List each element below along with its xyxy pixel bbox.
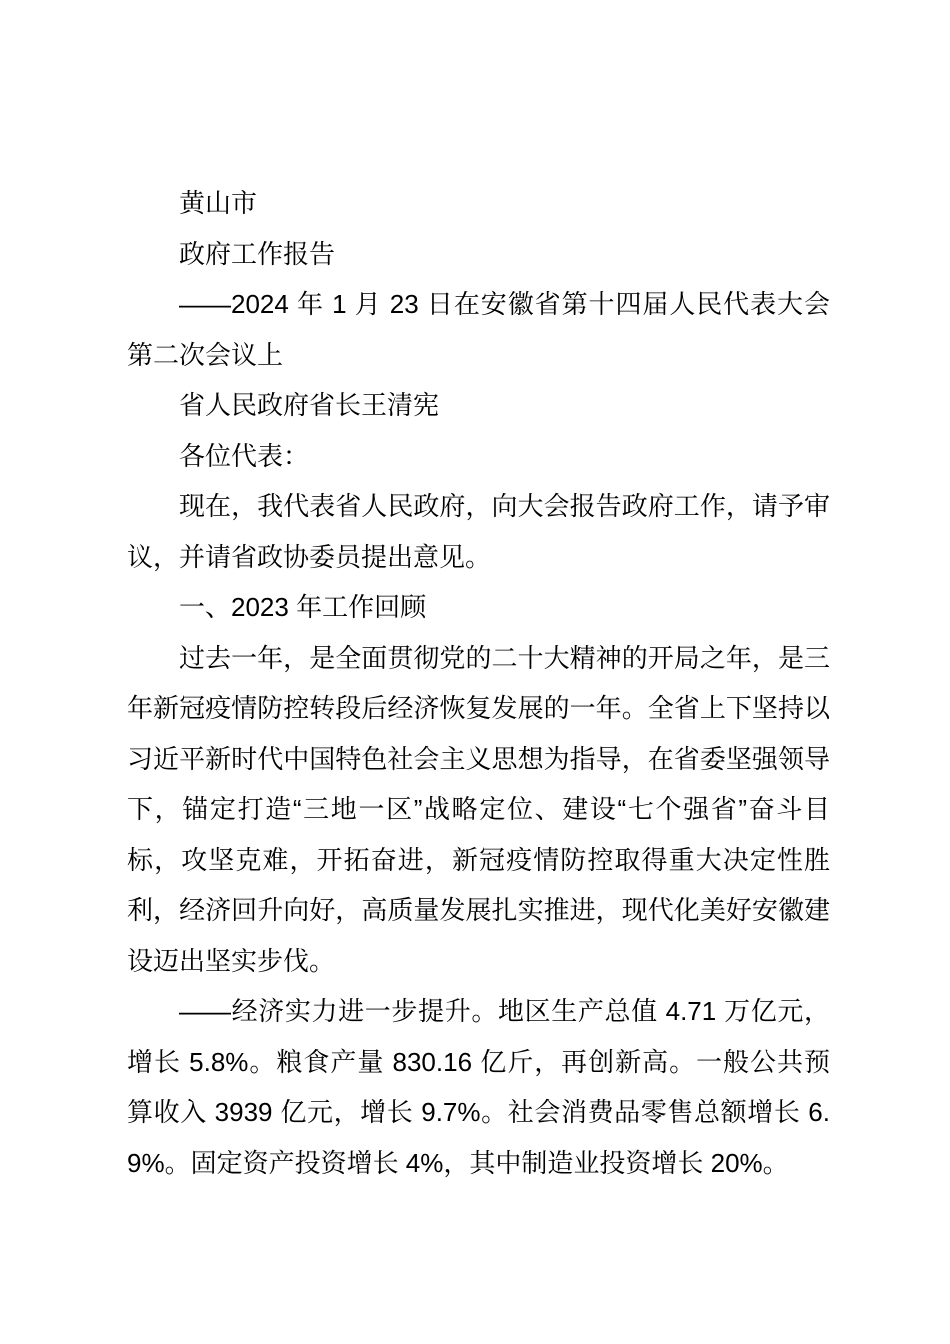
doc-review-paragraph: 过去一年，是全面贯彻党的二十大精神的开局之年，是三年新冠疫情防控转段后经济恢复发展的一年。全省上下坚持以习近平新时代中国特色社会主义思想为指导，在省委坚强领导下，锚定打造“三地一区”战略定位、建设“七个强省”奋斗目标，攻坚克难，开拓奋进，新冠疫情防控取得重大决定性胜利，经济回升向好，高质量发展扎实推进，现代化美好安徽建设迈出坚实步伐。 (127, 642, 830, 976)
doc-economy-paragraph: ——经济实力进一步提升。地区生产总值 4.71 万亿元，增长 5.8%。粮食产量 830.16 亿斤，再创新高。一般公共预算收入 3939 亿元，增长 9.7%。社会消费品零售总额增长 6.9%。固定资产投资增长 4%，其中制造业投资增长 20%。 (127, 996, 830, 1178)
doc-title: 政府工作报告 (179, 238, 336, 269)
doc-section-heading: 一、2023 年工作回顾 (179, 592, 427, 622)
doc-speaker-line: 省人民政府省长王清宪 (179, 390, 440, 420)
document-body (127, 178, 830, 1188)
doc-subtitle: ——2024 年 1 月 23 日在安徽省第十四届人民代表大会第二次会议上 (127, 289, 830, 370)
doc-intro-paragraph: 现在，我代表省人民政府，向大会报告政府工作，请予审议，并请省政协委员提出意见。 (127, 491, 830, 572)
doc-city-line: 黄山市 (179, 188, 258, 218)
doc-salutation: 各位代表： (179, 440, 310, 471)
